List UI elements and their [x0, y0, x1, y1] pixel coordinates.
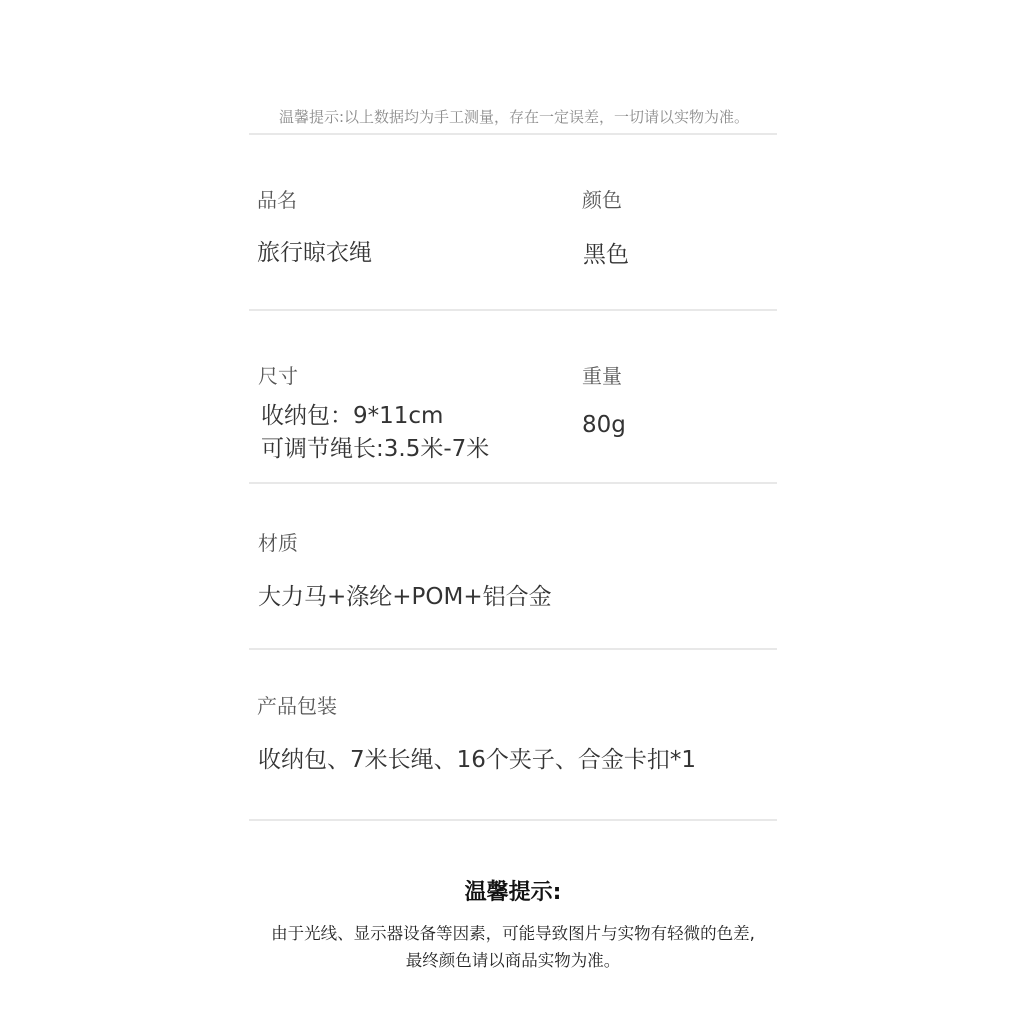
- divider: [249, 819, 777, 821]
- package-value: 收纳包、7米长绳、16个夹子、合金卡扣*1: [258, 747, 697, 773]
- measurement-note: 温馨提示:以上数据均为手工测量，存在一定误差，一切请以实物为准。: [278, 108, 750, 126]
- size-pouch: 收纳包：9*11cm: [261, 403, 444, 429]
- divider: [249, 309, 777, 311]
- material-value: 大力马+涤纶+POM+铝合金: [258, 584, 552, 610]
- tip-line: 最终颜色请以商品实物为准。: [405, 951, 621, 970]
- size-label: 尺寸: [258, 364, 298, 388]
- size-values: [261, 400, 489, 466]
- divider: [249, 133, 777, 135]
- divider: [249, 648, 777, 650]
- tip-body: [240, 920, 786, 974]
- name-label: 品名: [257, 188, 297, 212]
- package-label: 产品包装: [257, 694, 337, 718]
- color-value: 黑色: [583, 242, 629, 268]
- divider: [249, 482, 777, 484]
- tip-line: 由于光线、显示器设备等因素，可能导致图片与实物有轻微的色差,: [271, 924, 755, 943]
- size-rope-length: 可调节绳长:3.5米-7米: [261, 436, 490, 462]
- weight-label: 重量: [582, 364, 622, 388]
- weight-value: 80g: [582, 412, 626, 438]
- name-value: 旅行晾衣绳: [257, 240, 372, 266]
- color-label: 颜色: [582, 188, 622, 212]
- material-label: 材质: [258, 531, 298, 555]
- tip-title: 温馨提示:: [464, 880, 562, 905]
